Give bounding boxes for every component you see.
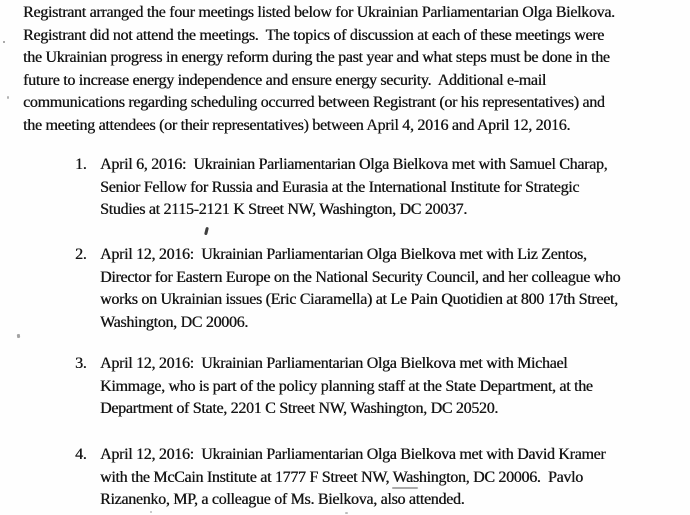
scan-underline-artifact (392, 487, 418, 489)
meeting-text (100, 444, 605, 512)
text-line: Registrant did not attend the meetings. The topics of discussion at each of these meetings were (23, 26, 604, 44)
scan-speck (204, 227, 208, 235)
scan-speck (150, 511, 152, 513)
list-number: 1. (75, 156, 87, 173)
text-line: Department of State, 2201 C Street NW, Washington, DC 20520. (100, 400, 499, 417)
text-line: Director for Eastern Europe on the National Security Council, and her colleague who (100, 268, 621, 286)
text-line: Senior Fellow for Russia and Eurasia at the International Institute for Strategic (100, 178, 580, 196)
list-number: 2. (75, 246, 87, 263)
text-line: the Ukrainian progress in energy reform during the past year and what steps must be done in the (23, 49, 610, 66)
text-line: works on Ukrainian issues (Eric Ciaramella) at Le Pain Quotidien at 800 17th Street, (100, 291, 618, 308)
scan-speck (3, 41, 5, 43)
text-line: April 12, 2016: Ukrainian Parliamentarian Olga Bielkova met with Liz Zentos, (100, 246, 587, 263)
text-line: with the McCain Institute at 1777 F Street NW, Washington, DC 20006. Pavlo (100, 468, 583, 486)
text-line: April 12, 2016: Ukrainian Parliamentarian Olga Bielkova met with David Kramer (100, 446, 606, 463)
text-line: Studies at 2115-2121 K Street NW, Washington, DC 20037. (100, 201, 467, 218)
meeting-text (100, 244, 620, 334)
meeting-text (100, 353, 593, 421)
meeting-item-2 (75, 244, 620, 334)
meeting-item-4 (75, 444, 605, 512)
text-line: April 12, 2016: Ukrainian Parliamentarian Olga Bielkova met with Michael (100, 355, 568, 372)
scan-speck (345, 512, 348, 514)
list-number: 3. (75, 355, 87, 372)
text-line: Kimmage, who is part of the policy planning staff at the State Department, at the (100, 377, 593, 395)
text-line: the meeting attendees (or their representatives) between April 4, 2016 and April 12, 2016. (23, 116, 571, 134)
text-line: Registrant arranged the four meetings listed below for Ukrainian Parliamentarian Olga Bielkova. (23, 4, 615, 21)
text-line: future to increase energy independence and ensure energy security. Additional e-mail (23, 71, 546, 89)
text-line: communications regarding scheduling occurred between Registrant (or his representatives) and (23, 94, 605, 111)
list-number: 4. (75, 446, 87, 463)
meeting-text (100, 154, 607, 222)
text-line: Rizanenko, MP, a colleague of Ms. Bielkova, also attended. (100, 491, 465, 508)
meeting-item-3 (75, 353, 593, 421)
meeting-item-1 (75, 154, 607, 222)
text-line: April 6, 2016: Ukrainian Parliamentarian Olga Bielkova met with Samuel Charap, (100, 156, 608, 173)
scan-speck (17, 334, 21, 338)
scan-speck (7, 96, 9, 99)
text-line: Washington, DC 20006. (100, 313, 248, 331)
intro-paragraph (23, 2, 683, 137)
